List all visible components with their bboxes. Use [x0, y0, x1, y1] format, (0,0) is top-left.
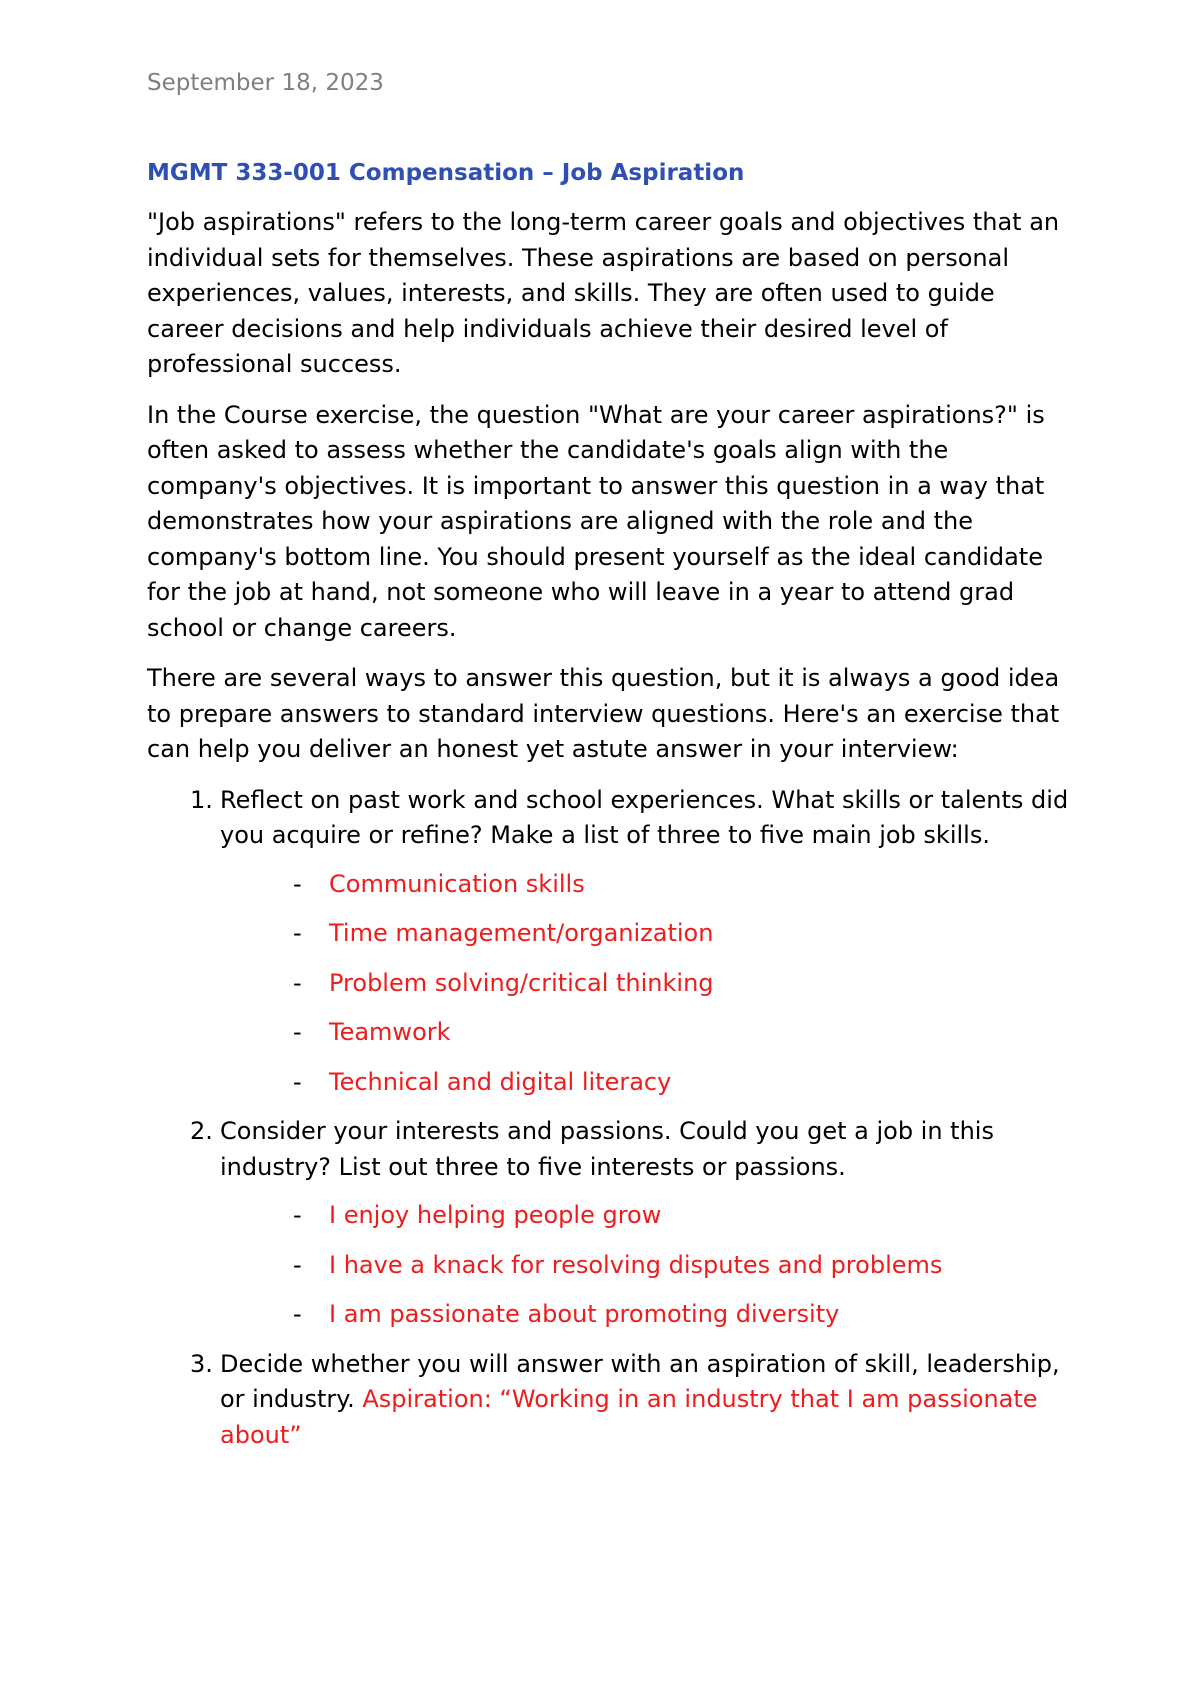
document-body — [147, 205, 1077, 1466]
dash-bullet: - — [293, 919, 302, 947]
paragraph-definition: "Job aspirations" refers to the long-term career goals and objectives that an individual sets for themselves. These aspirations are based on personal experiences, values, interests, and skills. They are often used to guide career decisions and help individuals achieve their desired level of professional success. — [147, 208, 1060, 378]
dash-bullet: - — [293, 1201, 302, 1229]
dash-bullet: - — [293, 1300, 302, 1328]
answer-item — [147, 966, 1077, 1002]
paragraph-course-exercise: In the Course exercise, the question "What are your career aspirations?" is often asked to assess whether the candidate's goals align with the company's objectives. It is important to answer this question in a way that demonstrates how your aspirations are aligned with the role and the company's bottom line. You should present yourself as the ideal candidate for the job at hand, not someone who will leave in a year to attend grad school or change careers. — [147, 400, 1045, 642]
document-title: MGMT 333-001 Compensation – Job Aspiration — [147, 160, 745, 186]
answer-item — [147, 1198, 1077, 1234]
answer-text: I am passionate about promoting diversity — [329, 1300, 840, 1328]
answer-text: I have a knack for resolving disputes and problems — [329, 1250, 943, 1279]
answer-item — [147, 1065, 1077, 1101]
answer-item — [147, 1297, 1077, 1333]
answer-item — [147, 867, 1077, 903]
document-date: September 18, 2023 — [147, 70, 384, 96]
step-3-answer: Aspiration: “Working in an industry that I am passionate about” — [220, 1385, 1038, 1449]
dash-bullet: - — [293, 1250, 302, 1279]
dash-bullet: - — [293, 1067, 302, 1096]
dash-bullet: - — [293, 1018, 302, 1046]
step-number: 1. — [190, 785, 213, 814]
answer-text: Technical and digital literacy — [329, 1067, 672, 1096]
dash-bullet: - — [293, 968, 302, 997]
step-1-answers — [147, 867, 1077, 1101]
answer-item — [147, 1248, 1077, 1284]
step-2-answers — [147, 1198, 1077, 1333]
step-number: 2. — [190, 1117, 213, 1145]
step-1 — [147, 783, 1077, 854]
step-number: 3. — [190, 1349, 213, 1378]
step-3 — [147, 1347, 1077, 1454]
answer-item — [147, 916, 1077, 952]
step-text: Reflect on past work and school experiences. What skills or talents did you acquire or refine? Make a list of three to five main job skills. — [220, 785, 1069, 849]
step-text: Consider your interests and passions. Could you get a job in this industry? List out three to five interests or passions. — [220, 1117, 994, 1181]
answer-text: I enjoy helping people grow — [329, 1201, 662, 1229]
answer-item — [147, 1015, 1077, 1051]
answer-text: Teamwork — [329, 1018, 451, 1046]
answer-text: Communication skills — [329, 869, 585, 898]
step-text: Decide whether you will answer with an aspiration of skill, leadership, or industry. — [220, 1349, 1060, 1413]
step-2 — [147, 1114, 1077, 1185]
answer-text: Time management/organization — [329, 919, 714, 947]
answer-text: Problem solving/critical thinking — [329, 968, 714, 997]
dash-bullet: - — [293, 869, 302, 898]
paragraph-exercise-intro: There are several ways to answer this question, but it is always a good idea to prepare answers to standard interview questions. Here's an exercise that can help you deliver an honest yet astute answer in your interview: — [147, 664, 1060, 763]
